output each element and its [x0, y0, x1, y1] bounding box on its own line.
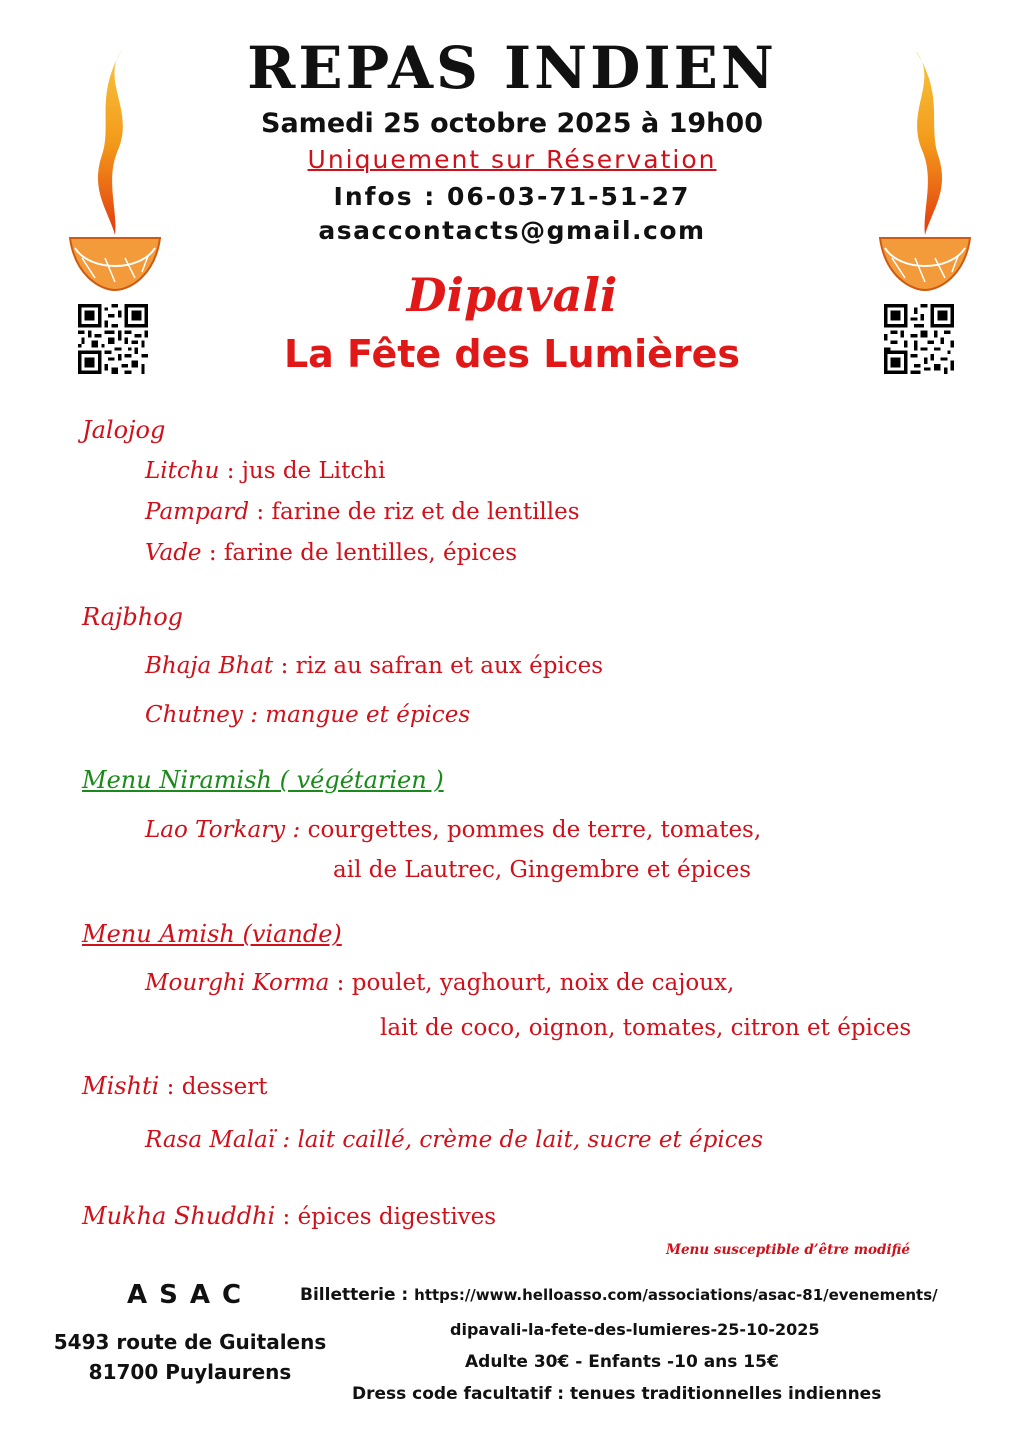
dress-code: Dress code facultatif : tenues traditionnelles indiennes	[352, 1384, 882, 1404]
dish-name: Bhaja Bhat	[145, 653, 274, 679]
dish-sep: :	[219, 458, 242, 484]
dish-sep: :	[249, 499, 272, 525]
billetterie-url-continued[interactable]: dipavali-la-fete-des-lumieres-25-10-2025	[450, 1320, 820, 1339]
festival-name: Dipavali	[406, 268, 618, 322]
dish-sep: :	[201, 540, 224, 566]
billetterie-url[interactable]: https://www.helloasso.com/associations/asac-81/evenements/	[414, 1286, 938, 1304]
dish-desc: courgettes, pommes de terre, tomates,	[307, 817, 762, 843]
phone-info: Infos : 06-03-71-51-27	[333, 182, 691, 211]
dish-sep: :	[159, 1074, 182, 1100]
dish-name: Lao Torkary :	[145, 817, 301, 843]
menu-item-chutney: Chutney : mangue et épices	[145, 702, 471, 728]
section-jalojog-title: Jalojog	[82, 416, 166, 444]
dish-name: Vade	[145, 540, 202, 566]
dish-desc: farine de lentilles, épices	[223, 540, 517, 566]
dish-desc-continued: ail de Lautrec, Gingembre et épices	[333, 857, 752, 883]
org-name: ASAC	[126, 1280, 254, 1310]
menu-item	[145, 458, 385, 484]
festival-subtitle: La Fête des Lumières	[283, 332, 741, 376]
menu-note: Menu susceptible d’être modifié	[666, 1242, 910, 1258]
dish-sep: :	[275, 1204, 298, 1230]
address-line-2: 81700 Puylaurens	[88, 1360, 292, 1384]
dish-name: Litchu	[145, 458, 220, 484]
billetterie	[300, 1285, 938, 1305]
dish-desc: poulet, yaghourt, noix de cajoux,	[351, 970, 735, 996]
menu-item-rasa-malai: Rasa Malaï : lait caillé, crème de lait, sucre et épices	[145, 1127, 764, 1153]
dish-name: Pampard	[145, 499, 250, 525]
page-title: REPAS INDIEN	[247, 34, 777, 102]
menu-item	[145, 970, 734, 996]
menu-item	[145, 817, 761, 843]
dish-desc: dessert	[181, 1074, 268, 1100]
menu-item	[145, 499, 580, 525]
section-niramish-title: Menu Niramish ( végétarien )	[82, 766, 444, 794]
menu-item	[145, 653, 603, 679]
dish-sep: :	[273, 653, 296, 679]
billetterie-label: Billetterie :	[300, 1285, 409, 1305]
section-amish-title: Menu Amish (viande)	[82, 920, 342, 948]
dish-desc: riz au safran et aux épices	[295, 653, 604, 679]
section-mukha	[82, 1202, 496, 1230]
email-link[interactable]: asaccontacts@gmail.com	[318, 216, 706, 245]
section-mishti	[82, 1072, 268, 1100]
section-rajbhog-title: Rajbhog	[82, 603, 184, 631]
section-mishti-title: Mishti	[82, 1072, 160, 1100]
event-date: Samedi 25 octobre 2025 à 19h00	[261, 108, 763, 139]
reservation-notice: Uniquement sur Réservation	[307, 145, 717, 174]
menu-item	[145, 540, 517, 566]
dish-desc: farine de riz et de lentilles	[271, 499, 580, 525]
dish-desc: jus de Litchi	[241, 458, 386, 484]
dish-sep: :	[329, 970, 352, 996]
dish-desc: épices digestives	[297, 1204, 497, 1230]
section-mukha-title: Mukha Shuddhi	[82, 1202, 276, 1230]
ticket-prices: Adulte 30€ - Enfants -10 ans 15€	[465, 1352, 779, 1372]
dish-desc-continued: lait de coco, oignon, tomates, citron et épices	[380, 1015, 912, 1041]
dish-name: Mourghi Korma	[145, 970, 330, 996]
address-line-1: 5493 route de Guitalens	[53, 1330, 327, 1354]
